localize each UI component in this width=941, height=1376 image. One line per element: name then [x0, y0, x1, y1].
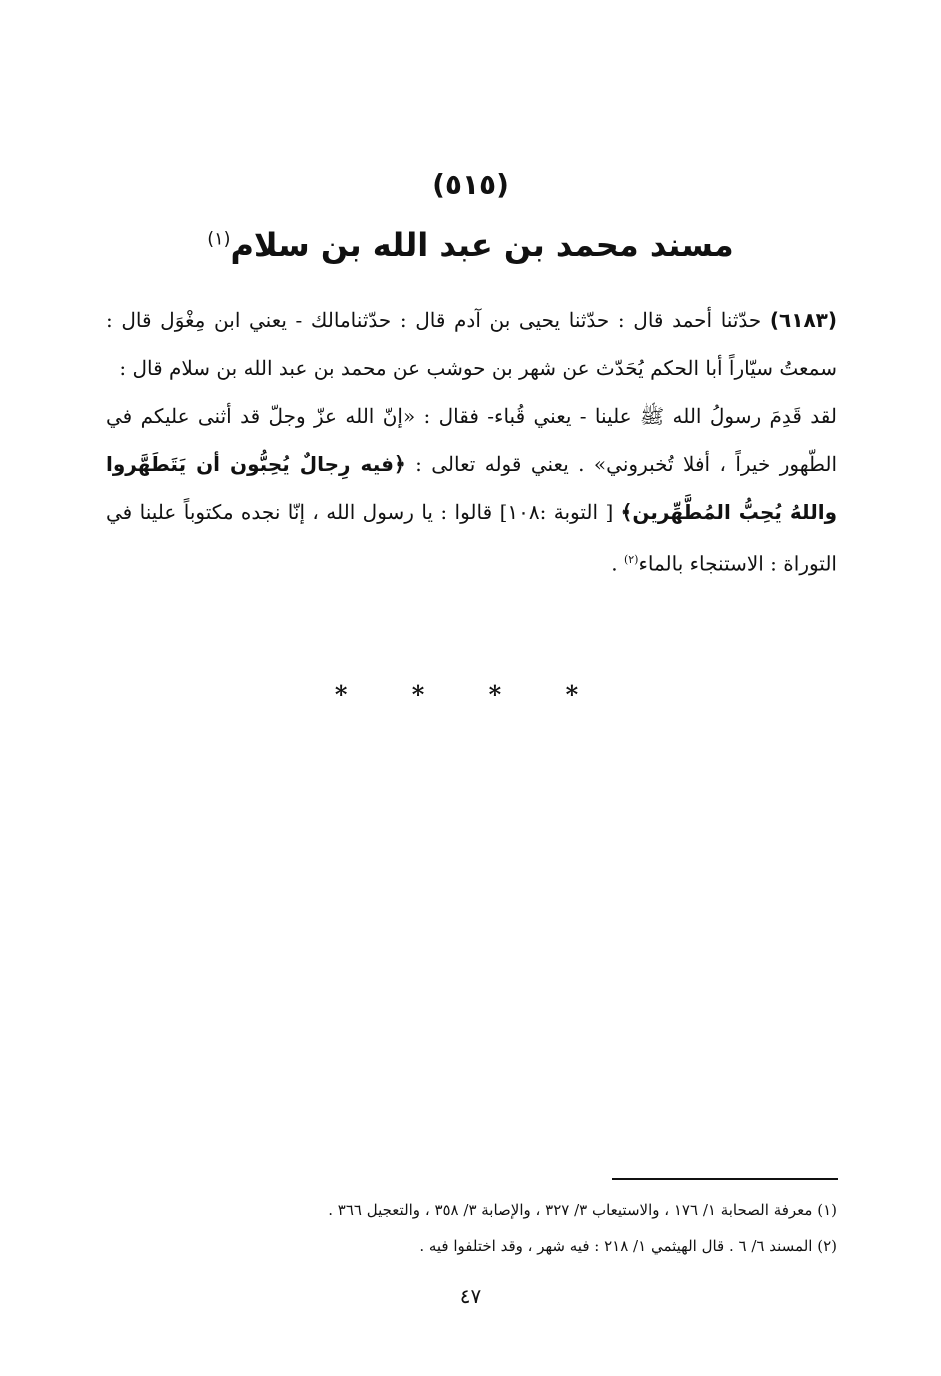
matn-footnote-ref: (٢) [623, 553, 639, 566]
page-number: ٤٧ [459, 1284, 482, 1308]
chapter-title-text: مسند محمد بن عبد الله بن سلام [230, 226, 734, 264]
matn-text-part2: [ التوبة :١٠٨] قالوا : يا رسول الله ، إنّا نجده مكتوباً علينا في التوراة : الاستنجاء بالماء [106, 500, 837, 576]
footnote-divider [612, 1178, 838, 1180]
footnote-2: (٢) المسند ٦/ ٦ . قال الهيثمي ١/ ٢١٨ : فيه شهر ، وقد اختلفوا فيه . [419, 1237, 837, 1255]
footnote-1: (١) معرفة الصحابة ١/ ١٧٦ ، والاستيعاب ٣/ ٣٢٧ ، والإصابة ٣/ ٣٥٨ ، والتعجيل ٣٦٦ . [328, 1201, 837, 1219]
chapter-title [0, 226, 941, 264]
paragraph-matn [106, 392, 837, 588]
title-footnote-ref: (١) [207, 229, 231, 250]
footnotes [106, 1192, 837, 1264]
hadith-number: (٦١٨٣) [769, 308, 838, 332]
matn-text-part1: لقد قَدِمَ رسولُ الله ﷺ علينا - يعني قُباء- فقال : «إنّ الله عزّ وجلّ قد أثنى عليكم في الطّهور خيراً ، أفلا تُخبروني» . يعني قوله تعالى : [106, 404, 838, 476]
paragraph-isnad [106, 296, 837, 392]
matn-text-end: . [611, 551, 624, 576]
asterisk-separator: * * * * [334, 680, 607, 709]
main-text [106, 296, 837, 588]
section-number: (٥١٥) [432, 168, 509, 201]
quran-verse: ﴿فيه رِجالٌ يُحِبُّون أن يَتَطَهَّروا واللهُ يُحِبُّ المُطَّهِّرين﴾ [106, 452, 837, 524]
isnad-text: حدّثنا أحمد قال : حدّثنا يحيى بن آدم قال : حدّثنامالك - يعني ابن مِغْوَل قال : سمعتُ سيّاراً أبا الحكم يُحَدّث عن شهر بن حوشب عن محمد بن عبد الله بن سلام قال : [106, 308, 837, 380]
